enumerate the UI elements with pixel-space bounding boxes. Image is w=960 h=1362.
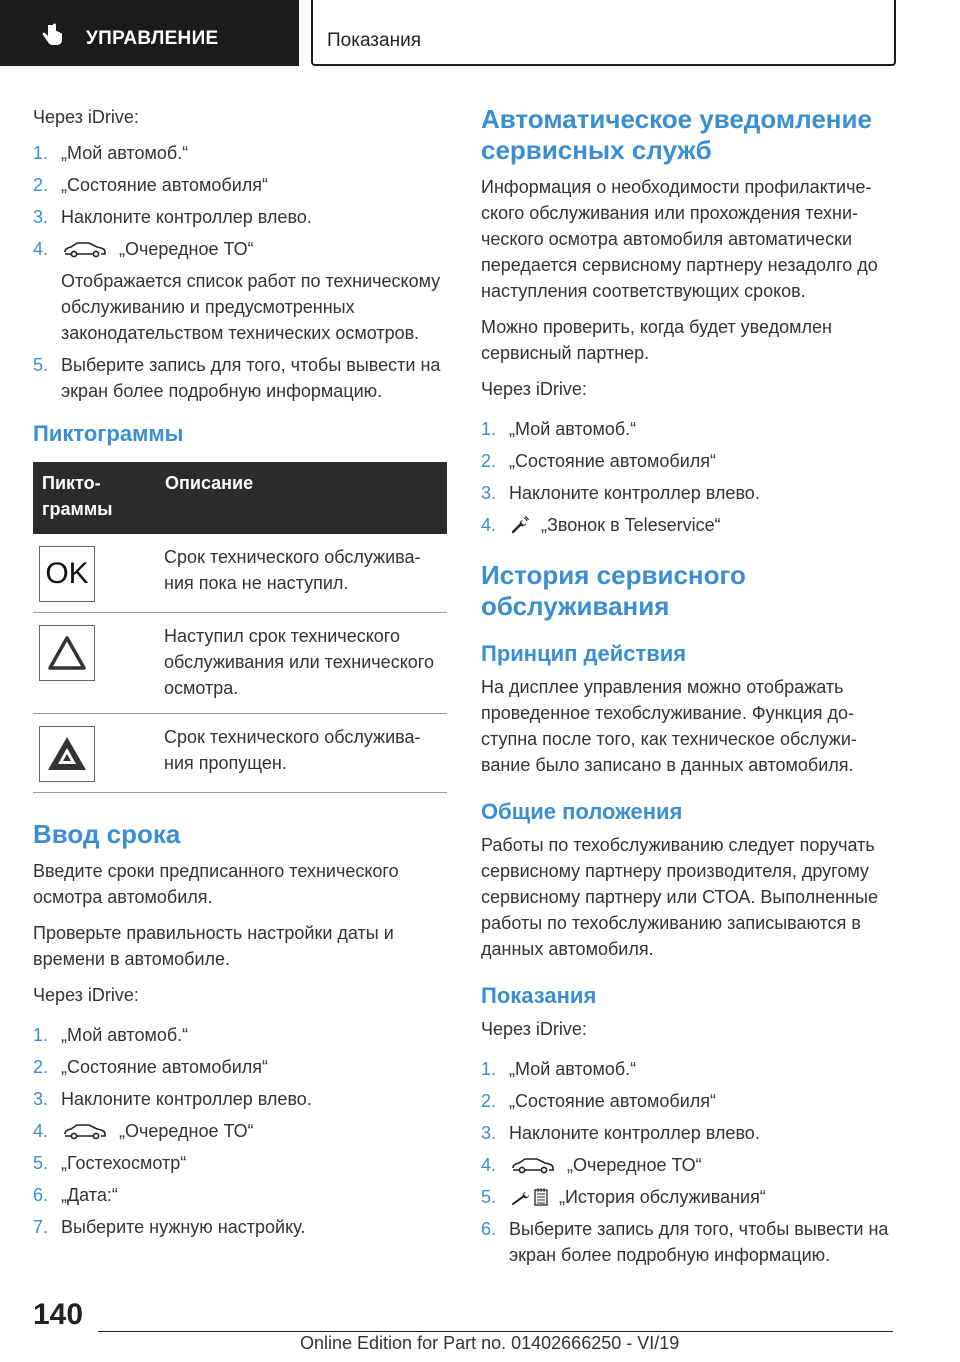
list-item: 4. „Очередное ТО“ <box>33 1121 254 1141</box>
list-item: 2. „Состояние автомобиля“ <box>481 451 717 471</box>
pictograms-table <box>33 462 447 793</box>
warning-triangle-outline-icon <box>39 625 95 681</box>
general-paragraph: Работы по техобслуживанию следует поручать сервисному партнеру производителя, другому сервисному партнеру или СТОА. Выполненные работы по техобслуживанию записываются в данных автомобиля. <box>481 835 878 959</box>
service-history-heading: История сервисного обслуживания <box>481 560 746 621</box>
section-tab <box>0 0 299 66</box>
general-heading: Общие положения <box>481 799 683 824</box>
pictograms-heading: Пиктограммы <box>33 421 184 446</box>
list-item: 7. Выберите нужную настройку. <box>33 1217 306 1237</box>
table-row: Наступил срок технического обслуживания или технического осмотра. <box>33 613 447 714</box>
car-icon <box>511 1156 555 1174</box>
list-item: 6. „Дата:“ <box>33 1185 118 1205</box>
steps-list-1 <box>33 140 447 404</box>
auto-intro: Через iDrive: <box>481 379 587 399</box>
list-item: 3. Наклоните контроллер влево. <box>481 1123 760 1143</box>
table-row: Срок технического обслуживания пропущен. <box>33 714 447 793</box>
list-item: 3. Наклоните контроллер влево. <box>33 207 312 227</box>
wrench-phone-icon <box>511 516 529 534</box>
ok-icon: OK <box>39 546 95 602</box>
hand-pointer-icon <box>42 23 64 47</box>
edition-text: Online Edition for Part no. 01402666250 - VI/19 <box>300 1333 680 1353</box>
list-item: 6. Выберите запись для того, чтобы вывести на экран более подробную информацию. <box>481 1219 889 1265</box>
list-item: 2. „Состояние автомобиля“ <box>33 1057 269 1077</box>
list-item: 4. „Звонок в Teleservice“ <box>481 515 721 535</box>
list-item: 3. Наклоните контроллер влево. <box>481 483 760 503</box>
date-intro: Через iDrive: <box>33 985 139 1005</box>
list-item: 2. „Состояние автомобиля“ <box>481 1091 717 1111</box>
list-item: 4. „Очередное ТО“ Отображается список работ по техническому обслуживанию и предусмотренных законодательством технических осмотров. <box>33 239 441 343</box>
table-row: OK Срок технического обслуживания пока не наступил. <box>33 534 447 613</box>
page-number: 140 <box>33 1298 84 1331</box>
car-icon <box>63 1122 107 1140</box>
left-column <box>33 104 447 1248</box>
footer-divider <box>98 1331 893 1332</box>
list-item: 2. „Состояние автомобиля“ <box>33 175 269 195</box>
auto-notification-heading: Автоматическое уведомление сервисных служб <box>481 104 872 165</box>
list-item: 3. Наклоните контроллер влево. <box>33 1089 312 1109</box>
chapter-header <box>311 0 896 66</box>
intro-text: Через iDrive: <box>33 107 139 127</box>
list-item: 5. „История обслуживания“ <box>481 1187 766 1207</box>
list-item: 1. „Мой автомоб.“ <box>33 143 189 163</box>
principle-heading: Принцип действия <box>481 641 687 666</box>
steps-list-3 <box>481 416 895 538</box>
list-item: 5. Выберите запись для того, чтобы вывести на экран более подробную информацию. <box>33 355 441 401</box>
section-label: УПРАВЛЕНИЕ <box>86 28 219 49</box>
list-item: 1. „Мой автомоб.“ <box>481 419 637 439</box>
date-paragraph-1: Введите сроки предписанного технического осмотра автомобиля. <box>33 861 399 907</box>
list-item: 4. „Очередное ТО“ <box>481 1155 702 1175</box>
date-paragraph-2: Проверьте правильность настройки даты и времени в автомобиле. <box>33 923 394 969</box>
principle-paragraph: На дисплее управления можно отображать проведенное техобслуживание. Функция доступна после того, как техническое обслуживание было записано в данных автомобиля. <box>481 677 857 775</box>
list-item: 1. „Мой автомоб.“ <box>481 1059 637 1079</box>
auto-paragraph-1: Информация о необходимости профилактического обслуживания или прохождения технического осмотра автомобиля автоматически передается сервисному партнеру незадолго до наступления соответствующих сроков. <box>481 177 878 301</box>
list-item: 1. „Мой автомоб.“ <box>33 1025 189 1045</box>
right-column <box>481 104 895 1276</box>
steps-list-4 <box>481 1056 895 1268</box>
display-intro: Через iDrive: <box>481 1019 587 1039</box>
list-item: 5. „Гостехосмотр“ <box>33 1153 187 1173</box>
display-heading: Показания <box>481 983 597 1008</box>
service-history-icon <box>511 1187 549 1207</box>
table-header-pictograms: Пиктограммы <box>33 462 156 534</box>
steps-list-2 <box>33 1022 447 1240</box>
date-entry-heading: Ввод срока <box>33 819 181 849</box>
car-icon <box>63 240 107 258</box>
chapter-label: Показания <box>327 30 421 51</box>
auto-paragraph-2: Можно проверить, когда будет уведомлен сервисный партнер. <box>481 317 832 363</box>
table-header-description: Описание <box>156 462 447 534</box>
warning-triangle-filled-icon <box>39 726 95 782</box>
